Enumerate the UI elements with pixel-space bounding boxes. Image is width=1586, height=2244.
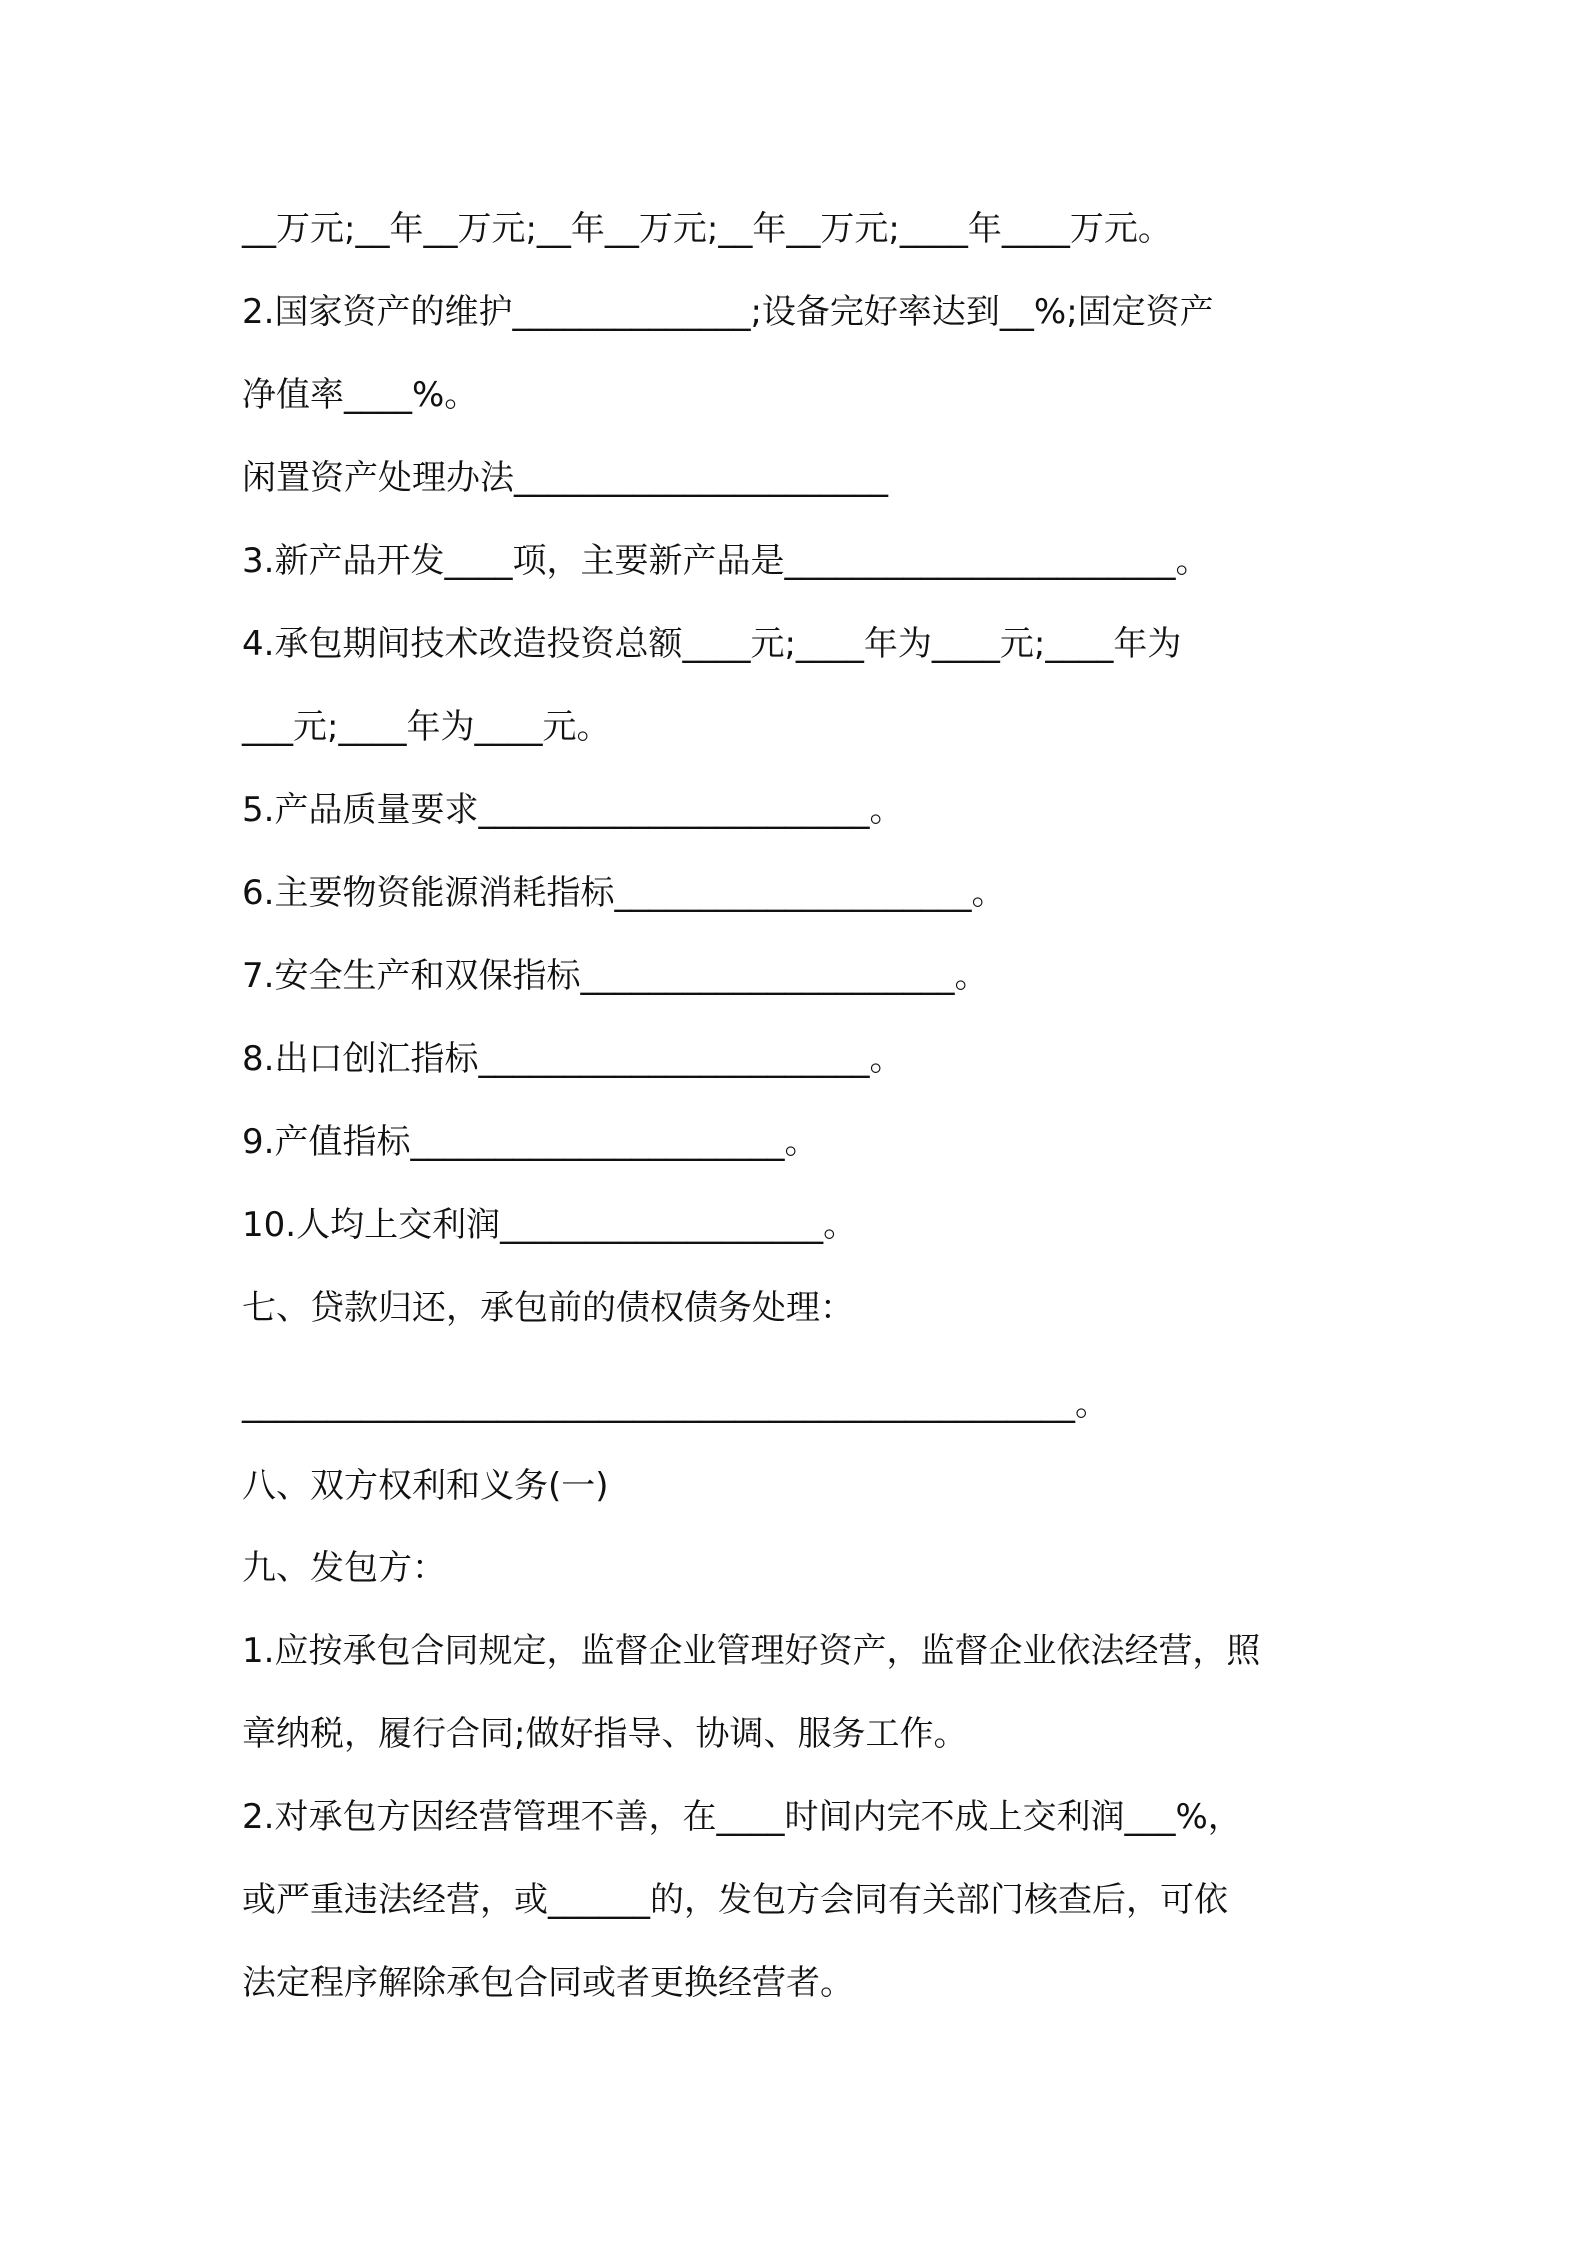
section-heading-loan-repayment: 七、贷款归还，承包前的债权债务处理： [242,1288,854,1328]
text-line-product-quality: 5.产品质量要求_______________________。 [242,790,904,830]
text-line-output-value: 9.产值指标______________________。 [242,1122,819,1162]
text-line-investment-amounts: __万元;__年__万元;__年__万元;__年__万元;____年____万元。 [242,209,1172,249]
section-heading-contracting-party: 九、发包方： [242,1548,446,1588]
text-line-idle-assets: 闲置资产处理办法______________________ [242,458,888,498]
text-line-asset-maintenance: 2.国家资产的维护______________;设备完好率达到__%;固定资产 [242,292,1214,332]
text-line-tech-investment: 4.承包期间技术改造投资总额____元;____年为____元;____年为 [242,624,1182,664]
text-line-export-earnings: 8.出口创汇指标_______________________。 [242,1039,904,1079]
text-line-clause-1-cont: 章纳税，履行合同;做好指导、协调、服务工作。 [242,1714,968,1754]
text-line-clause-1: 1.应按承包合同规定，监督企业管理好资产，监督企业依法经营，照 [242,1631,1261,1671]
text-line-tech-investment-cont: ___元;____年为____元。 [242,707,611,747]
text-line-per-capita-profit: 10.人均上交利润___________________。 [242,1205,858,1245]
text-line-net-value-rate: 净值率____%。 [242,375,479,415]
text-line-new-products: 3.新产品开发____项，主要新产品是_______________________。 [242,541,1210,581]
text-line-clause-2-end: 法定程序解除承包合同或者更换经营者。 [242,1963,854,2003]
section-heading-rights-obligations: 八、双方权利和义务(一) [242,1466,609,1506]
text-line-safety-production: 7.安全生产和双保指标______________________。 [242,956,989,996]
text-line-loan-blank: _________________________________________________。 [242,1384,1109,1424]
text-line-clause-2: 2.对承包方因经营管理不善，在____时间内完不成上交利润___%， [242,1797,1242,1837]
text-line-clause-2-cont: 或严重违法经营，或______的，发包方会同有关部门核查后，可依 [242,1880,1228,1920]
text-line-energy-consumption: 6.主要物资能源消耗指标_____________________。 [242,873,1006,913]
